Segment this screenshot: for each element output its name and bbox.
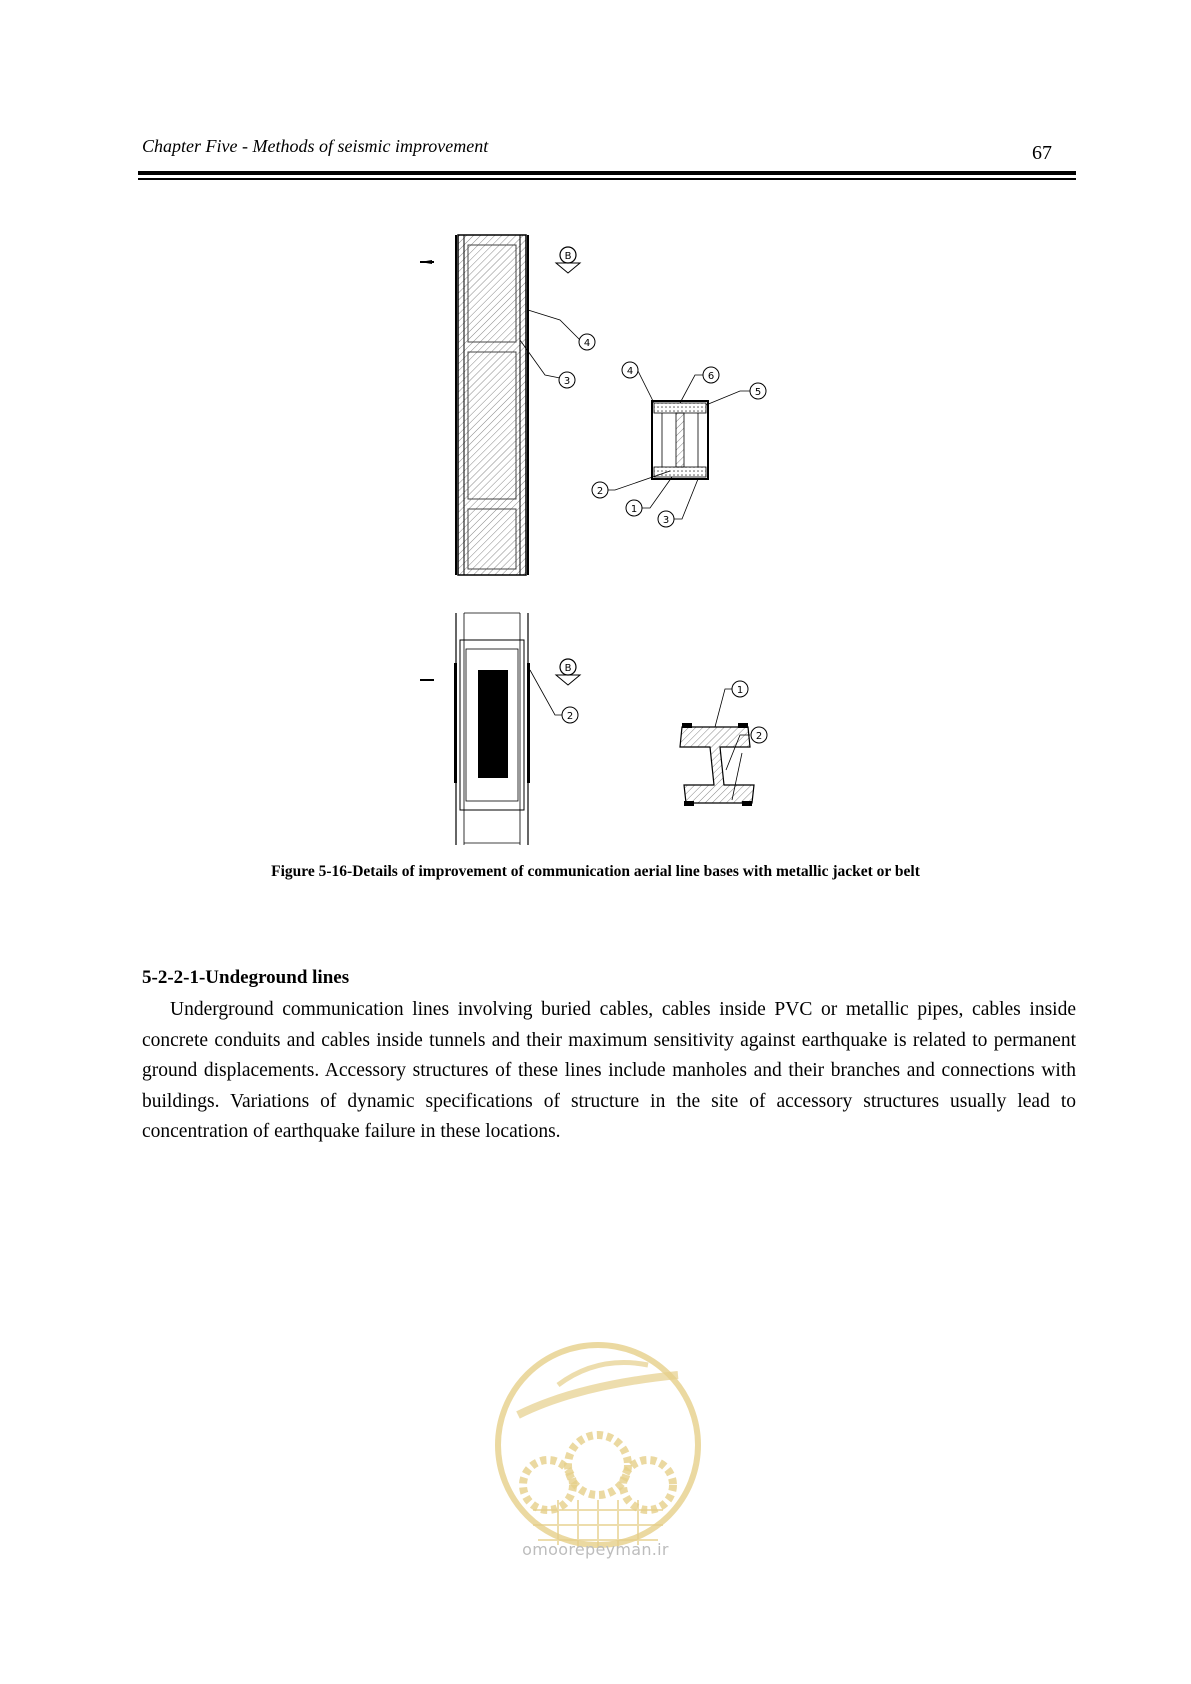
svg-text:3: 3: [563, 376, 571, 387]
section-marker-upper: [556, 247, 580, 273]
upper-cross-section: [592, 362, 766, 527]
svg-text:B: B: [564, 663, 572, 674]
svg-text:4: 4: [626, 366, 634, 377]
figure-5-16-drawing: [420, 225, 840, 845]
svg-text:1: 1: [736, 685, 744, 696]
header-rule-thick: [138, 171, 1076, 175]
svg-text:2: 2: [755, 731, 763, 742]
header-rule-thin: [138, 178, 1076, 180]
upper-elevation-column: [420, 235, 528, 575]
page-number: 67: [1032, 142, 1052, 164]
lower-elevation-column: [420, 613, 530, 845]
svg-text:4: 4: [583, 338, 591, 349]
section-heading: 5-2-2-1-Undeground lines: [142, 967, 350, 988]
svg-text:3: 3: [662, 515, 670, 526]
watermark-logo: [488, 1335, 708, 1575]
watermark-site-text: omoorepeyman.ir: [522, 1540, 669, 1559]
svg-text:2: 2: [596, 486, 604, 497]
running-header-title: Chapter Five - Methods of seismic improvement: [142, 136, 489, 156]
svg-text:6: 6: [707, 371, 715, 382]
body-paragraph: Underground communication lines involving buried cables, cables inside PVC or metallic pipes, cables inside concrete conduits and cables inside tunnels and their maximum sensitivity against earthquake is related to permanent ground displacements. Accessory structures of these lines include manholes and their branches and connections with buildings. Variations of dynamic specifications of structure in the site of accessory structures usually lead to concentration of earthquake failure in these locations.: [142, 999, 1076, 1142]
svg-text:B: B: [564, 251, 572, 262]
svg-text:1: 1: [630, 504, 638, 515]
section-marker-lower: [530, 659, 580, 723]
lower-cross-section: [680, 681, 767, 806]
svg-text:5: 5: [754, 387, 762, 398]
figure-caption: Figure 5-16-Details of improvement of communication aerial line bases with metallic jacket or belt: [271, 863, 920, 880]
upper-elevation-callouts: [520, 310, 595, 388]
svg-text:2: 2: [566, 711, 574, 722]
